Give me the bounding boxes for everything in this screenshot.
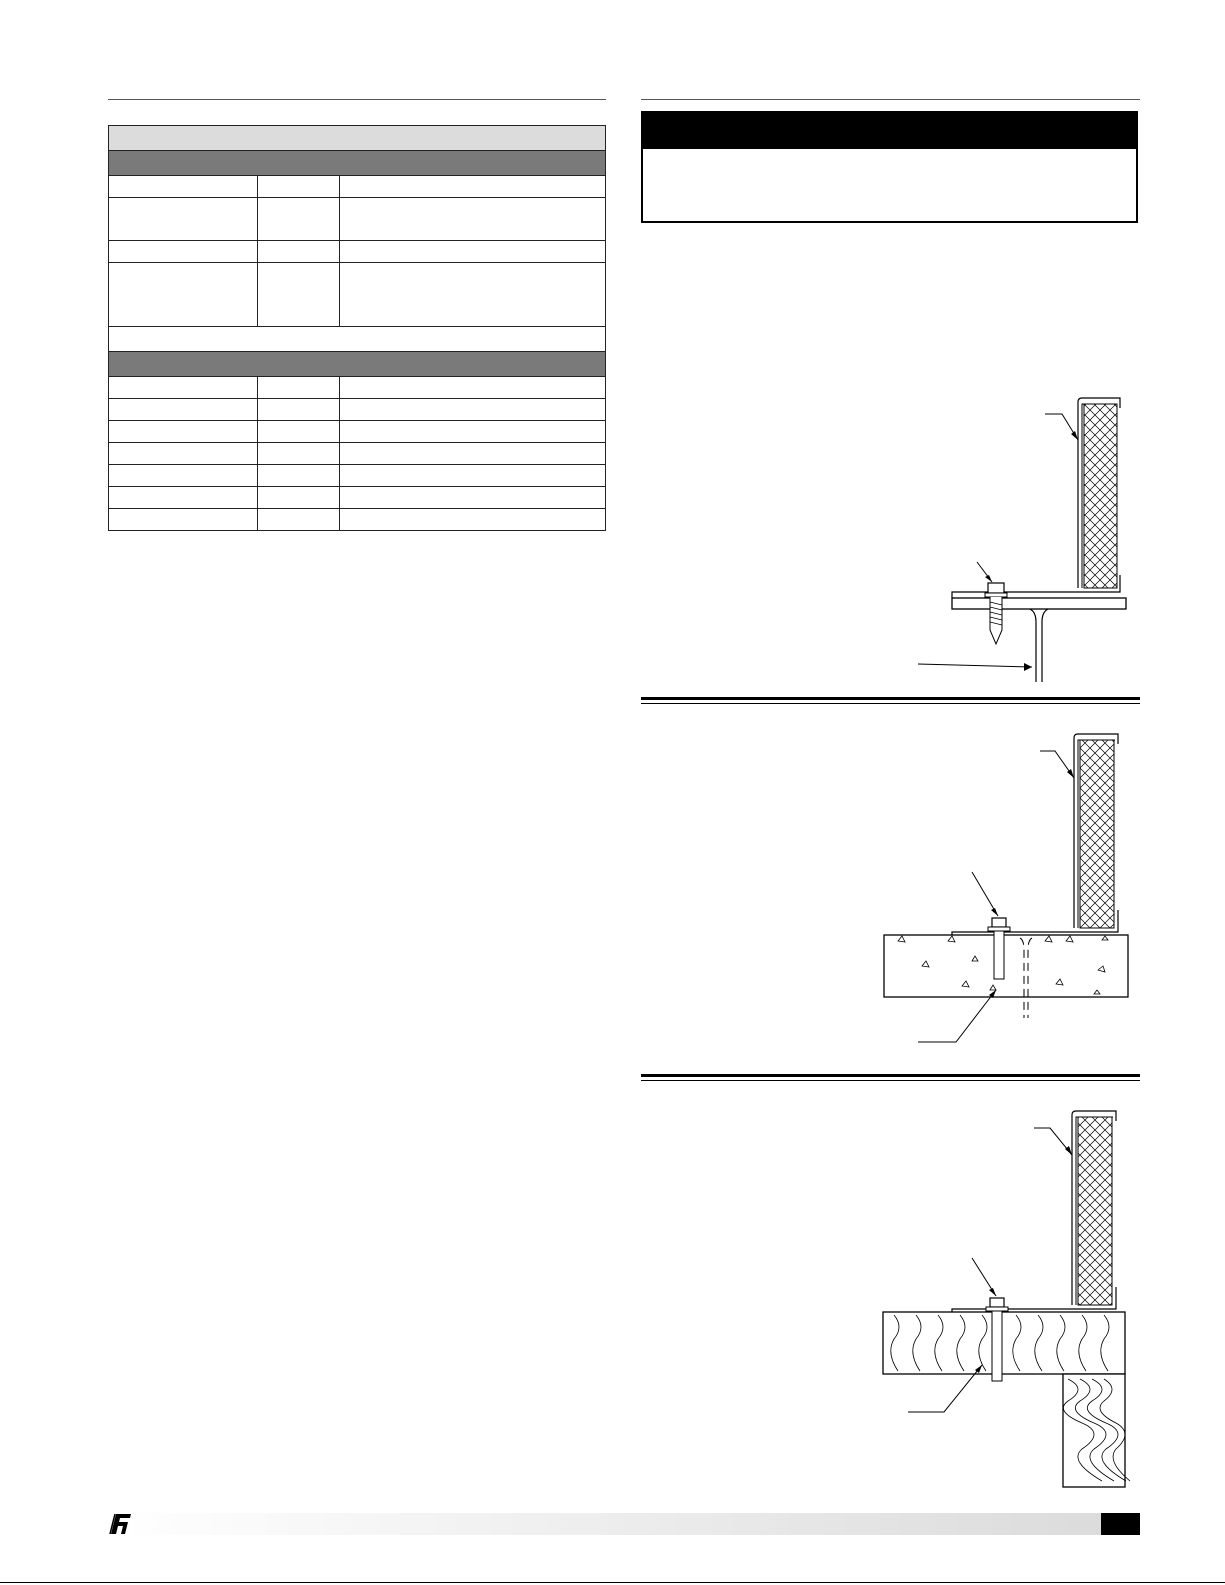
table-row [109,263,606,327]
table-cell [339,377,605,399]
table-row [109,465,606,487]
table-row [109,421,606,443]
table-cell [109,263,258,327]
table-row [109,241,606,263]
figure-divider [641,1074,1140,1080]
table-section-heading [109,352,606,377]
left-column-header-rule [108,99,606,100]
figure-divider [641,697,1140,703]
table-cell [109,421,258,443]
right-column-header-rule [641,99,1140,100]
warning-box [641,111,1138,223]
table-cell [339,198,605,241]
leader-line [1045,414,1078,440]
insulated-curb-wall-icon [952,734,1118,938]
table-cell [257,443,339,465]
steel-tee-support-icon [952,598,1126,682]
figure-curb-on-concrete [880,728,1140,1058]
table-spanning-row [109,327,606,352]
arrowhead [989,1288,996,1296]
footer-bar [108,1513,1140,1535]
page-bottom-rule [0,1582,1225,1583]
table-cell [339,241,605,263]
table-cell [339,509,605,531]
insulated-curb-wall-icon [952,398,1120,598]
table-cell [339,176,605,198]
table-title [109,126,606,151]
self-drilling-screw-icon [985,583,1007,644]
table-cell [339,465,605,487]
table-cell [109,487,258,509]
specification-table [108,125,606,531]
figure-curb-on-wood [880,1105,1140,1490]
page-number-tab [1101,1513,1140,1535]
table-cell [257,198,339,241]
table-cell [109,198,258,241]
table-cell [257,421,339,443]
warning-heading [643,113,1136,149]
table-row [109,176,606,198]
table-cell [339,263,605,327]
insulated-curb-wall-icon [952,1111,1116,1312]
table-cell [339,443,605,465]
table-row [109,198,606,241]
table-cell [257,377,339,399]
table-row [109,443,606,465]
table-cell [339,487,605,509]
table-cell [109,377,258,399]
table-cell [257,399,339,421]
table-cell [109,176,258,198]
table-row [109,487,606,509]
table-cell [109,509,258,531]
table-cell [257,509,339,531]
table-cell [257,263,339,327]
table-cell [109,241,258,263]
arrowhead [1071,431,1078,440]
figure-curb-on-steel-support [900,390,1140,690]
leader-line [918,664,1032,667]
leader-line [918,990,996,1042]
table-cell [339,421,605,443]
arrowhead [991,908,998,916]
table-cell [257,241,339,263]
table-cell [257,176,339,198]
table-section-heading [109,151,606,176]
table-row [109,399,606,421]
table-cell [109,443,258,465]
table-cell [339,399,605,421]
wood-blocking-icon [883,1312,1130,1487]
arrowhead [985,575,992,582]
leader-line [1034,1128,1072,1155]
table-cell [257,465,339,487]
table-cell [257,487,339,509]
company-logo-icon [108,1513,132,1535]
table-row [109,377,606,399]
concrete-slab-icon [884,935,1128,1018]
table-row [109,509,606,531]
table-cell [109,399,258,421]
leader-line [1040,751,1074,778]
arrowhead [1024,663,1032,671]
table-cell [109,465,258,487]
